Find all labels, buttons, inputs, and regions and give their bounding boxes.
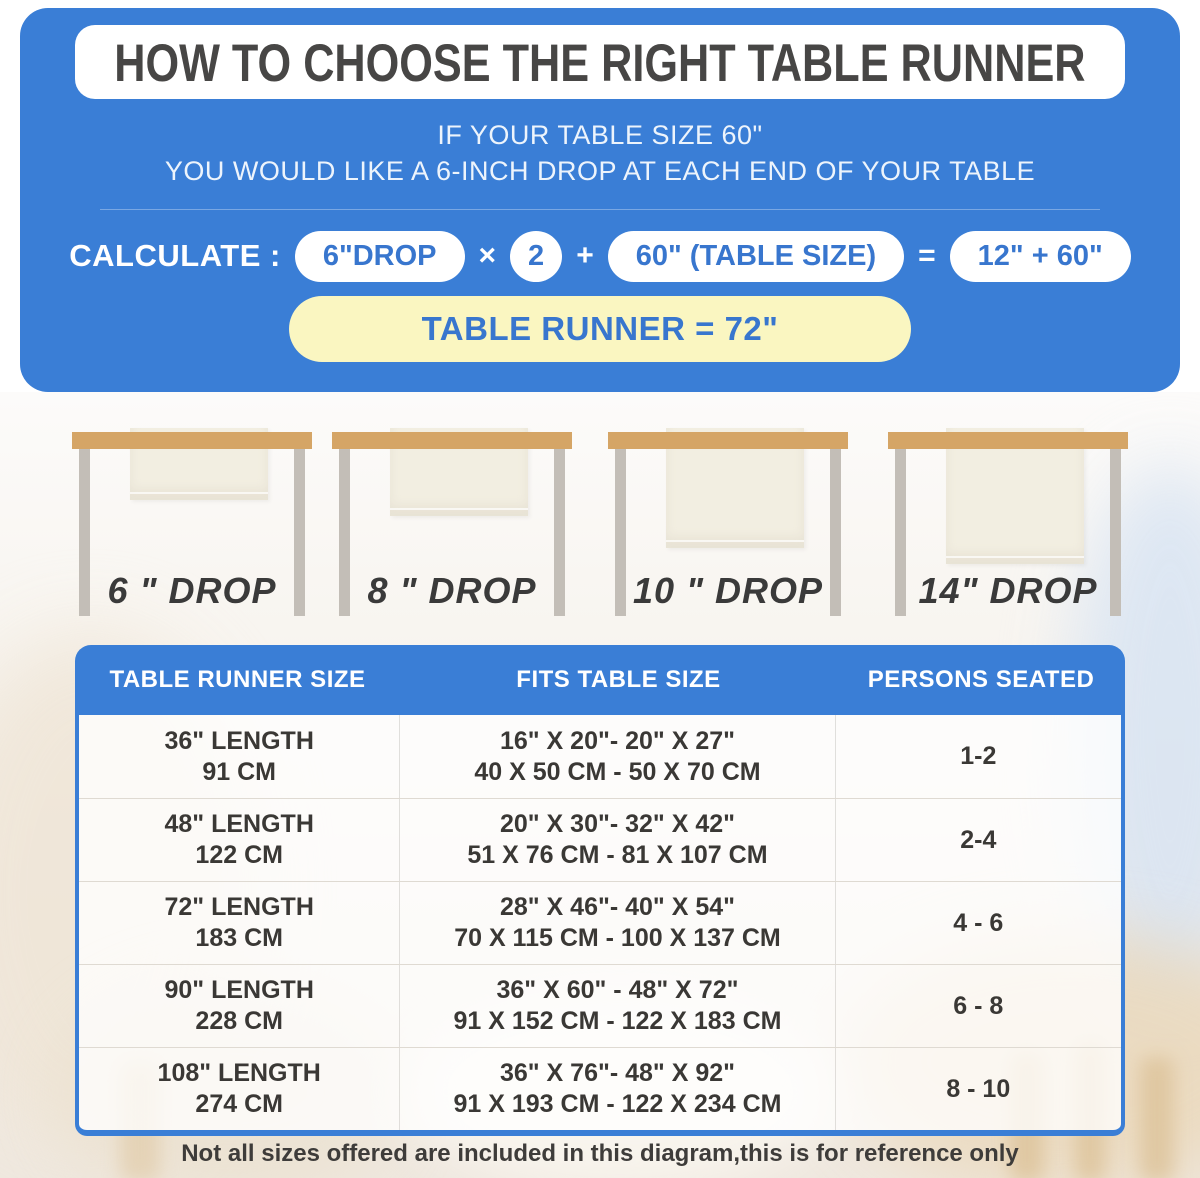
fits-size-inches: 16" X 20"- 20" X 27" [499, 726, 735, 755]
subtitle-line-1: IF YOUR TABLE SIZE 60" [437, 120, 763, 150]
fits-table-size-cell [399, 1048, 835, 1130]
fits-size-inches: 28" X 46"- 40" X 54" [499, 893, 735, 921]
tabletop-illustration [332, 432, 572, 449]
tabletop-illustration [72, 432, 312, 449]
fits-size-inches: 36" X 76"- 48" X 92" [499, 1059, 735, 1087]
table-row [79, 964, 1121, 1047]
runner-size-cm: 183 CM [195, 924, 283, 952]
page-title: HOW TO CHOOSE THE RIGHT TABLE RUNNER [114, 32, 1086, 92]
runner-size-cell [79, 715, 399, 798]
size-chart-table [75, 645, 1125, 1136]
drop-label: 10 " DROP [632, 570, 824, 611]
persons-seated-cell [836, 882, 1121, 964]
fits-table-size-cell [399, 799, 835, 881]
fits-table-size-cell [399, 715, 835, 798]
fits-size-cm: 40 X 50 CM - 50 X 70 CM [474, 757, 761, 786]
runner-size-inches: 36" LENGTH [164, 726, 314, 755]
footer-disclaimer: Not all sizes offered are included in this diagram,this is for reference only [181, 1140, 1019, 1167]
fits-size-cm: 91 X 152 CM - 122 X 183 CM [453, 1007, 782, 1035]
tabletop-illustration [888, 432, 1128, 449]
drop-diagram-14 [888, 428, 1128, 628]
plus-operator: + [576, 239, 594, 272]
runner-size-cell [79, 965, 399, 1047]
column-header-persons-seated: PERSONS SEATED [867, 666, 1095, 693]
fits-size-cm: 70 X 115 CM - 100 X 137 CM [454, 924, 781, 952]
runner-size-inches: 72" LENGTH [164, 893, 314, 921]
formula-multiplier-pill: 2 [510, 231, 562, 282]
fits-table-size-cell [399, 882, 835, 964]
formula-drop-pill: 6"DROP [295, 231, 465, 282]
drop-label: 6 " DROP [107, 570, 277, 611]
table-row [79, 798, 1121, 881]
persons-seated-cell [836, 1048, 1121, 1130]
persons-seated-cell [836, 799, 1121, 881]
table-runner-result-pill [289, 296, 911, 362]
fits-size-inches: 36" X 60" - 48" X 72" [496, 976, 739, 1004]
header-banner [20, 8, 1180, 392]
persons-seated-value: 2-4 [960, 825, 997, 854]
fits-size-inches: 20" X 30"- 32" X 42" [499, 810, 735, 838]
subtitle-line-2: YOU WOULD LIKE A 6-INCH DROP AT EACH END OF YOUR TABLE [164, 156, 1036, 186]
column-header-fits-table-size: FITS TABLE SIZE [516, 666, 721, 693]
persons-seated-cell [836, 715, 1121, 798]
table-row [79, 1047, 1121, 1130]
calculation-formula [20, 228, 1180, 284]
persons-seated-value: 4 - 6 [953, 908, 1004, 937]
column-header-runner-size: TABLE RUNNER SIZE [109, 666, 366, 693]
formula-table-size-pill: 60" (TABLE SIZE) [608, 231, 904, 282]
runner-size-cell [79, 799, 399, 881]
drop-diagram-10 [608, 428, 848, 628]
runner-size-cell [79, 1048, 399, 1130]
tabletop-illustration [608, 432, 848, 449]
drop-label: 14" DROP [918, 570, 1098, 611]
multiply-operator: × [478, 239, 497, 272]
runner-size-cm: 274 CM [195, 1090, 283, 1118]
persons-seated-value: 8 - 10 [946, 1074, 1011, 1103]
persons-seated-value: 1-2 [960, 742, 997, 770]
persons-seated-value: 6 - 8 [953, 991, 1004, 1020]
table-runner-result-text: TABLE RUNNER = 72" [421, 310, 779, 347]
calculate-label: CALCULATE : [69, 238, 281, 273]
table-row [79, 715, 1121, 798]
size-chart-body [75, 715, 1125, 1136]
runner-size-cell [79, 882, 399, 964]
runner-size-inches: 108" LENGTH [157, 1059, 321, 1087]
equals-operator: = [918, 239, 936, 272]
runner-size-cm: 91 CM [202, 757, 277, 786]
fits-size-cm: 51 X 76 CM - 81 X 107 CM [467, 841, 768, 869]
table-row [79, 881, 1121, 964]
size-chart-header [75, 645, 1125, 715]
title-box [75, 25, 1125, 99]
formula-result-pill: 12" + 60" [950, 231, 1131, 282]
banner-divider [100, 209, 1100, 210]
drop-diagram-8 [332, 428, 572, 628]
runner-size-cm: 228 CM [195, 1007, 283, 1035]
runner-size-cm: 122 CM [195, 841, 283, 869]
runner-size-inches: 48" LENGTH [164, 810, 314, 838]
drop-label: 8 " DROP [367, 570, 537, 611]
runner-size-inches: 90" LENGTH [164, 976, 314, 1004]
fits-size-cm: 91 X 193 CM - 122 X 234 CM [453, 1090, 782, 1118]
persons-seated-cell [836, 965, 1121, 1047]
fits-table-size-cell [399, 965, 835, 1047]
drop-diagram-6 [72, 428, 312, 628]
